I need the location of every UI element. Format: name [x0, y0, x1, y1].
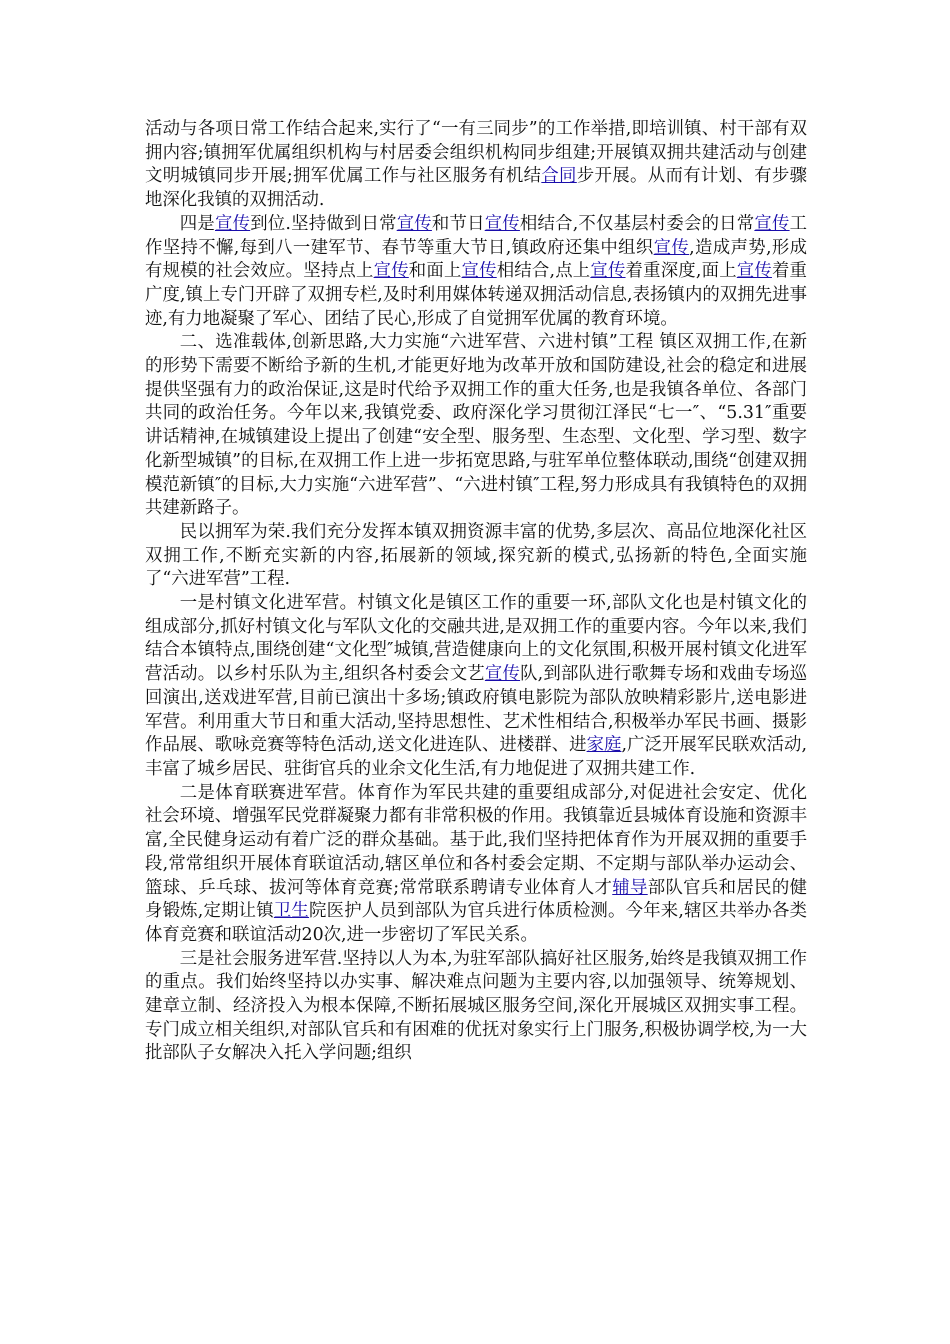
paragraph-text: ,广泛开展军民联欢活动,丰富了城乡居民、驻街官兵的业余文化生活,有力地促进了双拥共建工作.: [145, 735, 807, 779]
paragraph-text: 活动与各项日常工作结合起来,实行了“一有三同步”的工作举措,即培训镇、村干部有双拥内容;镇拥军优属组织机构与村居委会组织机构同步组建;开展镇双拥共建活动与创建文明城镇同步开展;拥军优属工作与社区服务有机结: [145, 119, 807, 187]
paragraph-text: ,造成声势,形成有规模的社会效应。坚持点上: [145, 237, 807, 282]
paragraph-text: 民以拥军为荣.我们充分发挥本镇双拥资源丰富的优势,多层次、高品位地深化社区双拥工作,不断充实新的内容,拓展新的领域,探究新的模式,弘扬新的特色,全面实施了“六进军营”工程.: [145, 521, 807, 590]
keyword-link[interactable]: 宣传: [484, 213, 520, 234]
paragraph-text: 着重广度,镇上专门开辟了双拥专栏,及时利用媒体转递双拥活动信息,表扬镇内的双拥先进事迹,有力地凝聚了军心、团结了民心,形成了自觉拥军优属的教育环境。: [145, 261, 807, 329]
paragraph: [145, 213, 807, 332]
paragraph: [145, 521, 807, 592]
keyword-link[interactable]: 宣传: [215, 213, 251, 234]
paragraph-text: 到位.坚持做到日常: [250, 213, 397, 234]
keyword-link[interactable]: 卫生: [273, 901, 310, 922]
paragraph-text: 部队官兵和居民的健身锻炼,定期让镇: [145, 877, 807, 922]
paragraph-text: 着重深度,面上: [625, 261, 737, 282]
paragraph-text: 三是社会服务进军营.坚持以人为本,为驻军部队搞好社区服务,始终是我镇双拥工作的重点。我们始终坚持以办实事、解决难点问题为主要内容,以加强领导、统筹规划、建章立制、经济投入为根本保障,不断拓展城区服务空间,深化开展城区双拥实事工程。专门成立相关组织,对部队官兵和有困难的优抚对象实行上门服务,积极协调学校,为一大批部队子女解决入托入学问题;组织: [145, 948, 807, 1064]
paragraph-text: 和节日: [431, 213, 485, 234]
keyword-link[interactable]: 宣传: [373, 261, 409, 282]
keyword-link[interactable]: 宣传: [461, 261, 497, 282]
paragraph-text: 步开展。从而有计划、有步骤地深化我镇的双拥活动.: [145, 166, 807, 211]
keyword-link[interactable]: 宣传: [484, 664, 521, 685]
keyword-link[interactable]: 宣传: [653, 237, 690, 258]
paragraph: [145, 331, 807, 521]
keyword-link[interactable]: 宣传: [736, 261, 772, 282]
paragraph-text: 四是: [179, 213, 215, 234]
paragraph-text: 工作坚持不懈,每到八一建军节、春节等重大节日,镇政府还集中组织: [145, 213, 807, 258]
paragraph: [145, 948, 807, 1067]
keyword-link[interactable]: 合同: [541, 166, 577, 187]
paragraph-text: 和面上: [408, 261, 462, 282]
keyword-link[interactable]: 宣传: [754, 213, 790, 234]
keyword-link[interactable]: 宣传: [590, 261, 626, 282]
keyword-link[interactable]: 辅导: [612, 877, 648, 898]
document-body: [145, 118, 807, 1066]
keyword-link[interactable]: 宣传: [396, 213, 432, 234]
paragraph-text: 相结合,不仅基层村委会的日常: [519, 213, 755, 234]
paragraph: [145, 118, 807, 213]
paragraph-text: 相结合,点上: [496, 261, 591, 282]
paragraph-text: 队,到部队进行歌舞专场和戏曲专场巡回演出,送戏进军营,目前已演出十多场;镇政府镇电影院为部队放映精彩影片,送电影进军营。利用重大节日和重大活动,坚持思想性、艺术性相结合,积极举办军民书画、摄影作品展、歌咏竞赛等特色活动,送文化进连队、进楼群、进: [145, 664, 808, 756]
paragraph-text: 二是体育联赛进军营。体育作为军民共建的重要组成部分,对促进社会安定、优化社会环境、增强军民党群凝聚力都有非常积极的作用。我镇靠近县城体育设施和资源丰富,全民健身运动有着广泛的群众基础。基于此,我们坚持把体育作为开展双拥的重要手段,常常组织开展体育联谊活动,辖区单位和各村委会定期、不定期与部队举办运动会、篮球、乒乓球、拔河等体育竞赛;常常联系聘请专业体育人才: [145, 782, 807, 898]
keyword-link[interactable]: 家庭: [586, 735, 622, 756]
paragraph-text: 院医护人员到部队为官兵进行体质检测。今年来,辖区共举办各类体育竞赛和联谊活动20次,进一步密切了军民关系。: [145, 901, 808, 945]
paragraph: [145, 782, 807, 948]
paragraph: [145, 592, 807, 782]
paragraph-text: 一是村镇文化进军营。村镇文化是镇区工作的重要一环,部队文化也是村镇文化的组成部分,抓好村镇文化与军队文化的交融共进,是双拥工作的重要内容。今年以来,我们结合本镇特点,围绕创建“文化型″城镇,营造健康向上的文化氛围,积极开展村镇文化进军营活动。以乡村乐队为主,组织各村委会文艺: [145, 593, 807, 685]
paragraph-text: 二、选准载体,创新思路,大力实施“六进军营、六进村镇”工程 镇区双拥工作,在新的形势下需要不断给予新的生机,才能更好地为改革开放和国防建设,社会的稳定和进展提供坚强有力的政治保证,这是时代给予双拥工作的重大任务,也是我镇各单位、各部门共同的政治任务。今年以来,我镇党委、政府深化学习贯彻江泽民“七一″、“5.31″重要讲话精神,在城镇建设上提出了创建“安全型、服务型、生态型、文化型、学习型、数字化新型城镇”的目标,在双拥工作上进一步拓宽思路,与驻军单位整体联动,围绕“创建双拥模范新镇″的目标,大力实施“六进军营”、“六进村镇″工程,努力形成具有我镇特色的双拥共建新路子。: [145, 332, 807, 519]
